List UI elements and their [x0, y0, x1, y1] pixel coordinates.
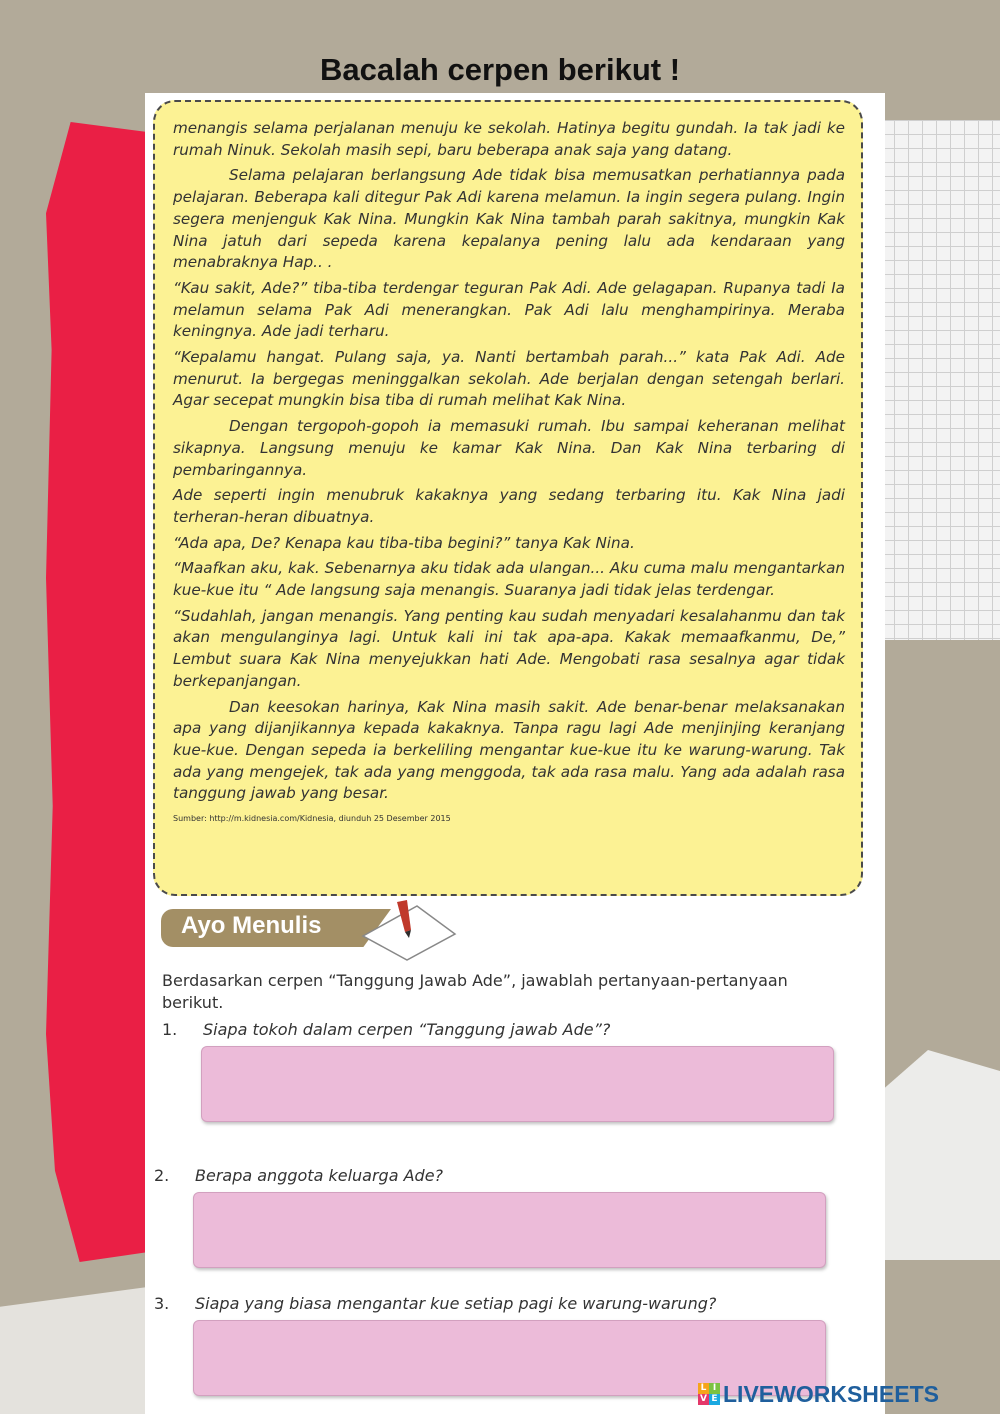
question-number: 1.	[162, 1020, 178, 1039]
story-paragraph: Selama pelajaran berlangsung Ade tidak bisa memusatkan perhatiannya pada pelajaran. Beberapa kali ditegur Pak Adi karena melamun. Ia ingin segera pulang. Ingin segera menjenguk Kak Nina. Mungkin Kak Nina tambah parah sakitnya, mungkin Kak Nina jatuh dari sepeda karena kepalanya pening lalu ada kendaraan yang menabraknya Hap.. .	[173, 166, 845, 272]
story-paragraph: “Sudahlah, jangan menangis. Yang penting kau sudah menyadari kesalahanmu dan tak akan mengulanginya lagi. Untuk kali ini tak apa-apa. Kakak memaafkanmu, De,” Lembut suara Kak Nina menyejukkan hati Ade. Mengobati rasa sesalnya agar tidak berkepanjangan.	[173, 606, 845, 690]
story-paragraph: “Ada apa, De? Kenapa kau tiba-tiba begini?” tanya Kak Nina.	[173, 533, 635, 552]
story-paragraph: menangis selama perjalanan menuju ke sekolah. Hatinya begitu gundah. Ia tak jadi ke rumah Ninuk. Sekolah masih sepi, baru beberapa anak saja yang datang.	[173, 119, 845, 159]
grid-paper-decoration	[880, 120, 1000, 640]
question-text: Siapa tokoh dalam cerpen “Tanggung jawab Ade”?	[203, 1020, 611, 1039]
answer-field-1[interactable]	[201, 1046, 834, 1122]
torn-paper-decoration	[880, 1050, 1000, 1260]
question-text: Berapa anggota keluarga Ade?	[195, 1166, 444, 1185]
story-source: Sumber: http://m.kidnesia.com/Kidnesia, diunduh 25 Desember 2015	[173, 814, 451, 824]
brand-icon: L I V E	[698, 1383, 720, 1405]
red-paper-decoration	[46, 122, 158, 1262]
page-title: Bacalah cerpen berikut !	[319, 52, 681, 87]
question-number: 3.	[154, 1294, 170, 1313]
story-paragraph: “Kau sakit, Ade?” tiba-tiba terdengar teguran Pak Adi. Ade gelagapan. Rupanya tadi Ia melamun selama Pak Adi menerangkan. Pak Adi lalu menghampirinya. Meraba keningnya. Ade jadi terharu.	[173, 278, 845, 341]
brand-name: LIVEWORKSHEETS	[723, 1380, 939, 1407]
story-paragraph: “Maafkan aku, kak. Sebenarnya aku tidak ada ulangan... Aku cuma malu mengantarkan kue-kue itu “ Ade langsung saja menangis. Suaranya jadi tidak jelas terdengar.	[173, 559, 845, 600]
question-number: 2.	[154, 1166, 170, 1185]
instruction-text: Berdasarkan cerpen “Tanggung Jawab Ade”, jawablah pertanyaan-pertanyaan berikut.	[162, 971, 788, 1012]
answer-field-2[interactable]	[193, 1192, 826, 1268]
question-text: Siapa yang biasa mengantar kue setiap pagi ke warung-warung?	[195, 1294, 717, 1313]
story-paragraph: Ade seperti ingin menubruk kakaknya yang sedang terbaring itu. Kak Nina jadi terheran-heran dibuatnya.	[173, 486, 845, 526]
story-paragraph: Dan keesokan harinya, Kak Nina masih sakit. Ade benar-benar melaksanakan apa yang dijanjikannya kepada kakaknya. Tanpa ragu lagi Ade menjinjing keranjang kue-kue. Dengan sepeda ia berkeliling mengantar kue-kue itu ke warung-warung. Tak ada yang mengejek, tak ada yang menggoda, tak ada rasa malu. Yang ada adalah rasa tanggung jawab yang besar.	[173, 697, 845, 803]
section-label: Ayo Menulis	[181, 912, 322, 939]
story-paragraph: “Kepalamu hangat. Pulang saja, ya. Nanti bertambah parah...” kata Pak Adi. Ade menurut. Ia bergegas meninggalkan sekolah. Ade berjalan dengan setengah berlari. Agar secepat mungkin bisa tiba di rumah melihat Kak Nina.	[173, 348, 845, 410]
story-box	[153, 100, 863, 896]
paper-pencil-icon	[355, 896, 465, 966]
story-paragraph: Dengan tergopoh-gopoh ia memasuki rumah. Ibu sampai keheranan melihat sikapnya. Langsung menuju ke kamar Kak Nina. Dan Kak Nina terbaring di pembaringannya.	[173, 417, 845, 479]
liveworksheets-logo	[698, 1381, 939, 1407]
